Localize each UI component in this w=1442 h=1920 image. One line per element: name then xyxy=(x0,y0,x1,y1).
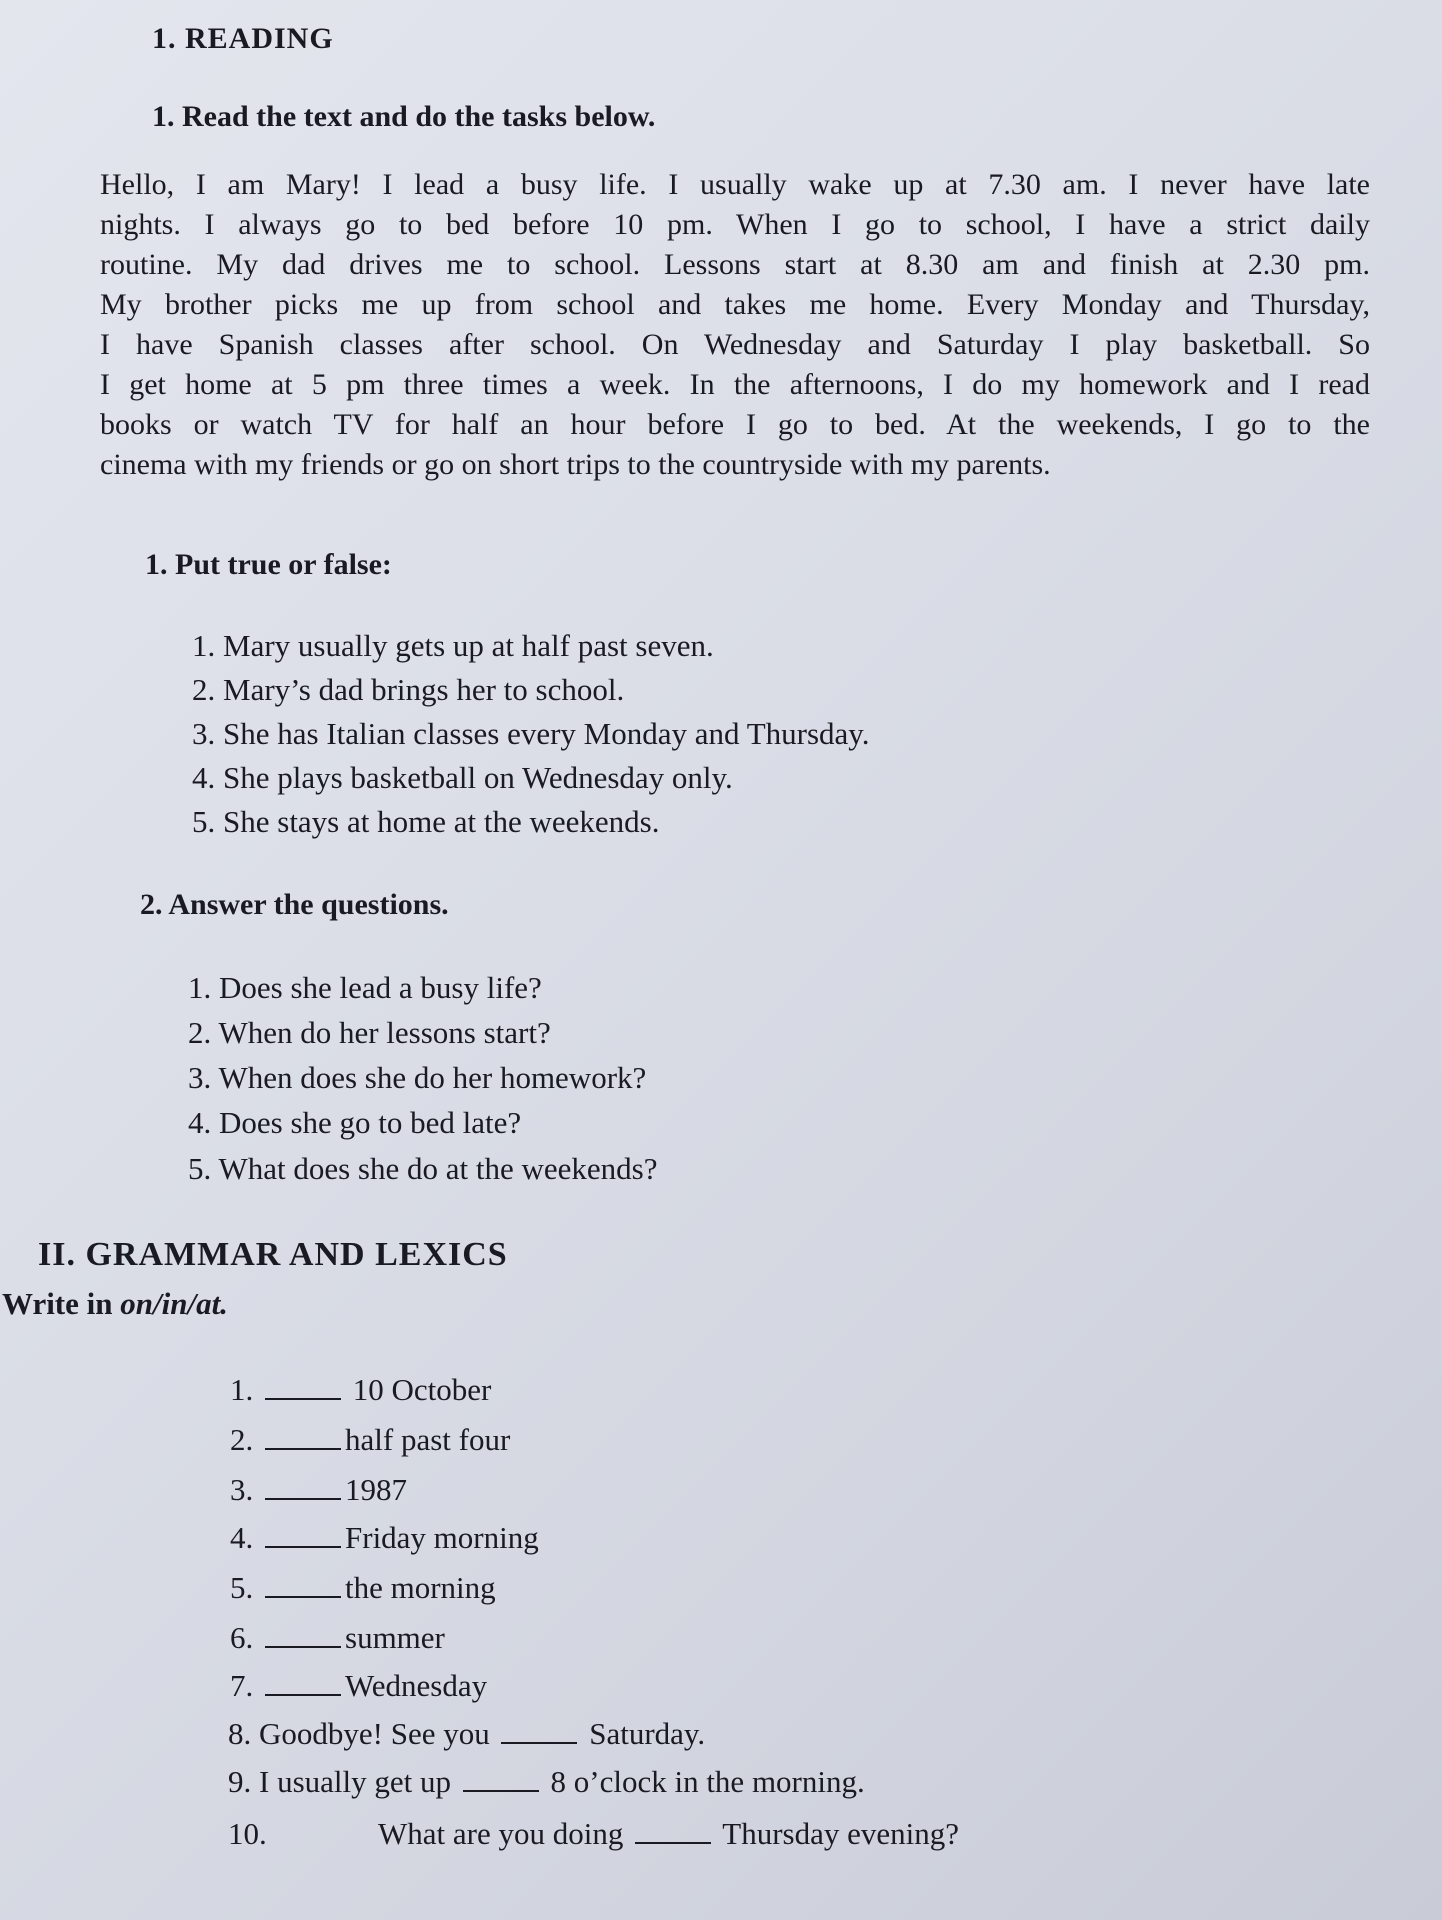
gap-item xyxy=(230,1370,491,1408)
item-text: the morning xyxy=(345,1570,496,1605)
gap-sentence xyxy=(228,1762,865,1800)
item-text: half past four xyxy=(345,1422,511,1457)
passage-line: I have Spanish classes after school. On Wednesday and Saturday I play basketball. So xyxy=(100,328,1370,361)
answer-blank[interactable] xyxy=(265,1470,341,1500)
section-title-grammar: II. GRAMMAR AND LEXICS xyxy=(38,1236,508,1273)
gap-item xyxy=(230,1568,496,1606)
task-heading-read: 1. Read the text and do the tasks below. xyxy=(152,100,656,133)
item-number: 6. xyxy=(230,1620,254,1655)
item-number: 5. xyxy=(230,1570,254,1605)
passage-line: Hello, I am Mary! I lead a busy life. I usually wake up at 7.30 am. I never have late xyxy=(100,168,1370,201)
list-item: 2. When do her lessons start? xyxy=(188,1015,551,1050)
item-number: 7. xyxy=(230,1668,254,1703)
gap-item xyxy=(230,1618,445,1656)
gap-item xyxy=(230,1420,510,1458)
item-text: summer xyxy=(345,1620,445,1655)
item-number: 4. xyxy=(230,1520,254,1555)
instruction-prefix: Write in xyxy=(2,1286,121,1321)
list-item: 5. What does she do at the weekends? xyxy=(188,1151,658,1186)
item-number: 3. xyxy=(230,1472,254,1507)
passage-line: routine. My dad drives me to school. Lessons start at 8.30 am and finish at 2.30 pm. xyxy=(100,248,1370,281)
answer-blank[interactable] xyxy=(265,1420,341,1450)
answer-blank[interactable] xyxy=(463,1762,539,1792)
list-item: 4. She plays basketball on Wednesday only. xyxy=(192,760,733,795)
answer-blank[interactable] xyxy=(265,1518,341,1548)
grammar-instruction xyxy=(2,1286,228,1322)
passage-line: I get home at 5 pm three times a week. In the afternoons, I do my homework and I read xyxy=(100,368,1370,401)
true-false-heading: 1. Put true or false: xyxy=(145,548,392,581)
answer-blank[interactable] xyxy=(265,1370,341,1400)
list-item: 1. Mary usually gets up at half past seven. xyxy=(192,628,714,663)
list-item: 2. Mary’s dad brings her to school. xyxy=(192,672,625,707)
gap-item xyxy=(230,1666,487,1704)
instruction-words: on/in/at. xyxy=(120,1286,228,1321)
passage-line: books or watch TV for half an hour before I go to bed. At the weekends, I go to the xyxy=(100,408,1370,441)
sentence-after: 8 o’clock in the morning. xyxy=(550,1764,865,1799)
answer-blank[interactable] xyxy=(265,1618,341,1648)
list-item: 5. She stays at home at the weekends. xyxy=(192,804,660,839)
answer-blank[interactable] xyxy=(635,1814,711,1844)
answer-blank[interactable] xyxy=(265,1568,341,1598)
section-title-reading: 1. READING xyxy=(152,22,334,55)
item-text: 1987 xyxy=(345,1472,407,1507)
item-number: 1. xyxy=(230,1372,254,1407)
item-text: 10 October xyxy=(352,1372,492,1407)
list-item: 4. Does she go to bed late? xyxy=(188,1105,522,1140)
gap-item xyxy=(230,1470,407,1508)
gap-sentence xyxy=(228,1814,959,1852)
item-number: 10. xyxy=(228,1816,267,1851)
questions-heading: 2. Answer the questions. xyxy=(140,888,449,921)
item-text: Wednesday xyxy=(345,1668,488,1703)
passage-line: My brother picks me up from school and takes me home. Every Monday and Thursday, xyxy=(100,288,1370,321)
item-text: Friday morning xyxy=(345,1520,539,1555)
sentence-before: 8. Goodbye! See you xyxy=(228,1716,490,1751)
item-number: 2. xyxy=(230,1422,254,1457)
passage-line: nights. I always go to bed before 10 pm. When I go to school, I have a strict daily xyxy=(100,208,1370,241)
answer-blank[interactable] xyxy=(265,1666,341,1696)
answer-blank[interactable] xyxy=(501,1714,577,1744)
sentence-before: 9. I usually get up xyxy=(228,1764,451,1799)
passage-line: cinema with my friends or go on short trips to the countryside with my parents. xyxy=(100,448,1051,481)
gap-item xyxy=(230,1518,539,1556)
list-item: 1. Does she lead a busy life? xyxy=(188,970,542,1005)
list-item: 3. She has Italian classes every Monday and Thursday. xyxy=(192,716,870,751)
gap-sentence xyxy=(228,1714,705,1752)
sentence-after: Thursday evening? xyxy=(722,1816,960,1851)
list-item: 3. When does she do her homework? xyxy=(188,1060,647,1095)
sentence-after: Saturday. xyxy=(589,1716,706,1751)
sentence-before: What are you doing xyxy=(378,1816,624,1851)
